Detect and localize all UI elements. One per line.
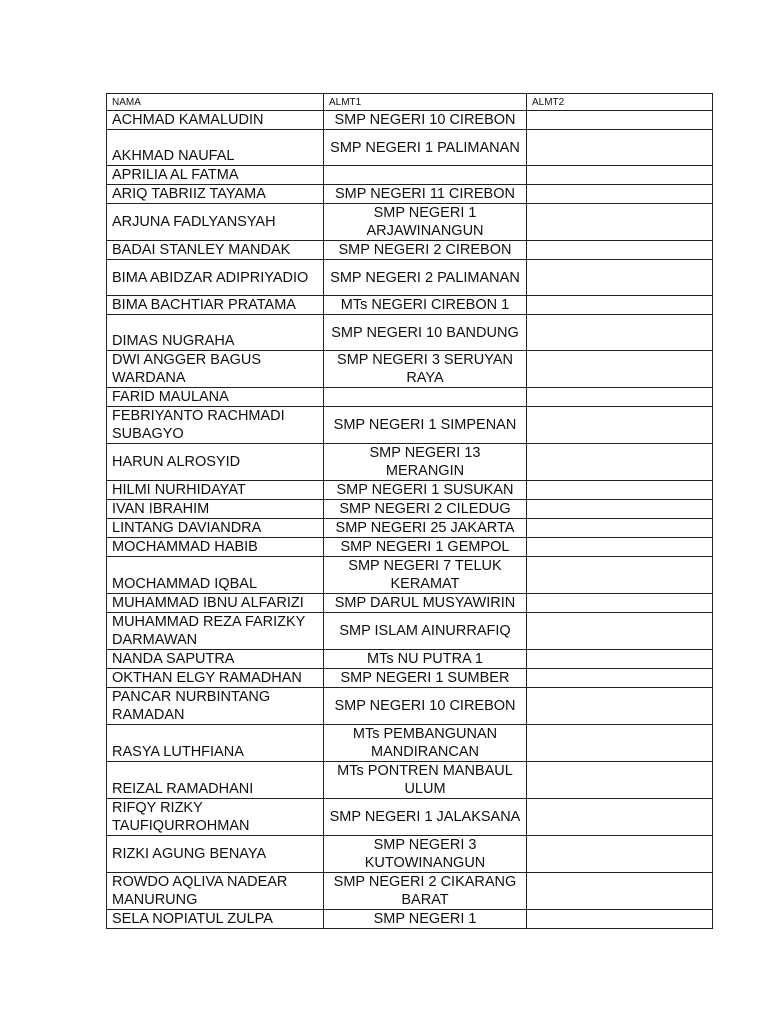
cell-nama: RASYA LUTHFIANA <box>107 725 324 762</box>
table-row <box>107 130 713 166</box>
cell-almt1: SMP NEGERI 10 BANDUNG <box>324 315 527 351</box>
table-row <box>107 557 713 594</box>
cell-almt1: SMP ISLAM AINURRAFIQ <box>324 613 527 650</box>
cell-almt2 <box>527 873 713 910</box>
cell-almt2 <box>527 111 713 130</box>
cell-almt2 <box>527 669 713 688</box>
table-row <box>107 351 713 388</box>
cell-almt2 <box>527 444 713 481</box>
cell-almt1: SMP NEGERI 1 SIMPENAN <box>324 407 527 444</box>
table-row <box>107 762 713 799</box>
cell-almt2 <box>527 166 713 185</box>
cell-nama: IVAN IBRAHIM <box>107 500 324 519</box>
table-row <box>107 388 713 407</box>
cell-almt1: SMP NEGERI 2 CILEDUG <box>324 500 527 519</box>
table-row <box>107 260 713 296</box>
table-row <box>107 613 713 650</box>
cell-almt2 <box>527 241 713 260</box>
cell-almt1: MTs PONTREN MANBAUL ULUM <box>324 762 527 799</box>
cell-almt1 <box>324 166 527 185</box>
table-row <box>107 669 713 688</box>
cell-almt1: SMP NEGERI 1 ARJAWINANGUN <box>324 204 527 241</box>
cell-almt2 <box>527 185 713 204</box>
cell-almt2 <box>527 613 713 650</box>
table-row <box>107 444 713 481</box>
table-row <box>107 296 713 315</box>
table-row <box>107 111 713 130</box>
cell-almt1: SMP NEGERI 2 PALIMANAN <box>324 260 527 296</box>
cell-nama: NANDA SAPUTRA <box>107 650 324 669</box>
cell-almt1: SMP NEGERI 1 PALIMANAN <box>324 130 527 166</box>
cell-almt2 <box>527 650 713 669</box>
table-row <box>107 519 713 538</box>
table-row <box>107 315 713 351</box>
table-row <box>107 873 713 910</box>
cell-almt2 <box>527 910 713 929</box>
cell-nama: DIMAS NUGRAHA <box>107 315 324 351</box>
cell-almt2 <box>527 481 713 500</box>
cell-almt2 <box>527 315 713 351</box>
table-row <box>107 650 713 669</box>
header-almt2: ALMT2 <box>527 94 713 111</box>
cell-nama: RIFQY RIZKY TAUFIQURROHMAN <box>107 799 324 836</box>
table-row <box>107 594 713 613</box>
table-row <box>107 725 713 762</box>
cell-almt1: SMP NEGERI 11 CIREBON <box>324 185 527 204</box>
table-body <box>107 111 713 929</box>
table-row <box>107 241 713 260</box>
table-row <box>107 500 713 519</box>
cell-almt1: MTs NU PUTRA 1 <box>324 650 527 669</box>
cell-almt2 <box>527 500 713 519</box>
cell-nama: HILMI NURHIDAYAT <box>107 481 324 500</box>
cell-almt1: SMP NEGERI 1 <box>324 910 527 929</box>
table-row <box>107 166 713 185</box>
cell-almt1: SMP NEGERI 25 JAKARTA <box>324 519 527 538</box>
header-nama: NAMA <box>107 94 324 111</box>
cell-nama: DWI ANGGER BAGUS WARDANA <box>107 351 324 388</box>
cell-nama: LINTANG DAVIANDRA <box>107 519 324 538</box>
table-row <box>107 799 713 836</box>
cell-almt2 <box>527 204 713 241</box>
table-header <box>107 94 713 111</box>
cell-almt2 <box>527 130 713 166</box>
cell-nama: ARJUNA FADLYANSYAH <box>107 204 324 241</box>
cell-nama: APRILIA AL FATMA <box>107 166 324 185</box>
cell-nama: OKTHAN ELGY RAMADHAN <box>107 669 324 688</box>
cell-almt1: SMP NEGERI 10 CIREBON <box>324 688 527 725</box>
cell-nama: RIZKI AGUNG BENAYA <box>107 836 324 873</box>
table-row <box>107 481 713 500</box>
cell-almt1: SMP NEGERI 2 CIKARANG BARAT <box>324 873 527 910</box>
cell-nama: SELA NOPIATUL ZULPA <box>107 910 324 929</box>
cell-nama: FEBRIYANTO RACHMADI SUBAGYO <box>107 407 324 444</box>
table-row <box>107 910 713 929</box>
cell-almt1: MTs PEMBANGUNAN MANDIRANCAN <box>324 725 527 762</box>
cell-almt2 <box>527 725 713 762</box>
cell-nama: PANCAR NURBINTANG RAMADAN <box>107 688 324 725</box>
cell-almt1: SMP NEGERI 3 SERUYAN RAYA <box>324 351 527 388</box>
cell-almt1: SMP NEGERI 10 CIREBON <box>324 111 527 130</box>
student-table <box>106 93 713 929</box>
cell-almt2 <box>527 538 713 557</box>
cell-almt1 <box>324 388 527 407</box>
cell-almt2 <box>527 594 713 613</box>
header-almt1: ALMT1 <box>324 94 527 111</box>
cell-nama: MUHAMMAD IBNU ALFARIZI <box>107 594 324 613</box>
cell-almt1: SMP NEGERI 13 MERANGIN <box>324 444 527 481</box>
cell-almt1: SMP NEGERI 1 SUMBER <box>324 669 527 688</box>
cell-nama: MUHAMMAD REZA FARIZKY DARMAWAN <box>107 613 324 650</box>
cell-nama: HARUN ALROSYID <box>107 444 324 481</box>
cell-almt2 <box>527 351 713 388</box>
table-row <box>107 407 713 444</box>
cell-almt2 <box>527 296 713 315</box>
cell-nama: FARID MAULANA <box>107 388 324 407</box>
cell-nama: ARIQ TABRIIZ TAYAMA <box>107 185 324 204</box>
cell-nama: AKHMAD NAUFAL <box>107 130 324 166</box>
cell-nama: REIZAL RAMADHANI <box>107 762 324 799</box>
cell-nama: ACHMAD KAMALUDIN <box>107 111 324 130</box>
table-row <box>107 688 713 725</box>
cell-almt1: MTs NEGERI CIREBON 1 <box>324 296 527 315</box>
cell-almt2 <box>527 407 713 444</box>
cell-nama: BADAI STANLEY MANDAK <box>107 241 324 260</box>
cell-almt1: SMP NEGERI 3 KUTOWINANGUN <box>324 836 527 873</box>
table-row <box>107 185 713 204</box>
cell-almt2 <box>527 260 713 296</box>
cell-almt1: SMP DARUL MUSYAWIRIN <box>324 594 527 613</box>
table-row <box>107 538 713 557</box>
cell-almt1: SMP NEGERI 7 TELUK KERAMAT <box>324 557 527 594</box>
cell-nama: MOCHAMMAD HABIB <box>107 538 324 557</box>
cell-almt1: SMP NEGERI 1 SUSUKAN <box>324 481 527 500</box>
cell-almt2 <box>527 688 713 725</box>
table-row <box>107 836 713 873</box>
cell-almt1: SMP NEGERI 2 CIREBON <box>324 241 527 260</box>
cell-almt2 <box>527 762 713 799</box>
cell-nama: MOCHAMMAD IQBAL <box>107 557 324 594</box>
cell-nama: ROWDO AQLIVA NADEAR MANURUNG <box>107 873 324 910</box>
header-row <box>107 94 713 111</box>
cell-almt2 <box>527 388 713 407</box>
cell-almt1: SMP NEGERI 1 GEMPOL <box>324 538 527 557</box>
cell-nama: BIMA BACHTIAR PRATAMA <box>107 296 324 315</box>
cell-nama: BIMA ABIDZAR ADIPRIYADIO <box>107 260 324 296</box>
cell-almt2 <box>527 519 713 538</box>
table-row <box>107 204 713 241</box>
cell-almt2 <box>527 799 713 836</box>
cell-almt2 <box>527 836 713 873</box>
cell-almt2 <box>527 557 713 594</box>
cell-almt1: SMP NEGERI 1 JALAKSANA <box>324 799 527 836</box>
